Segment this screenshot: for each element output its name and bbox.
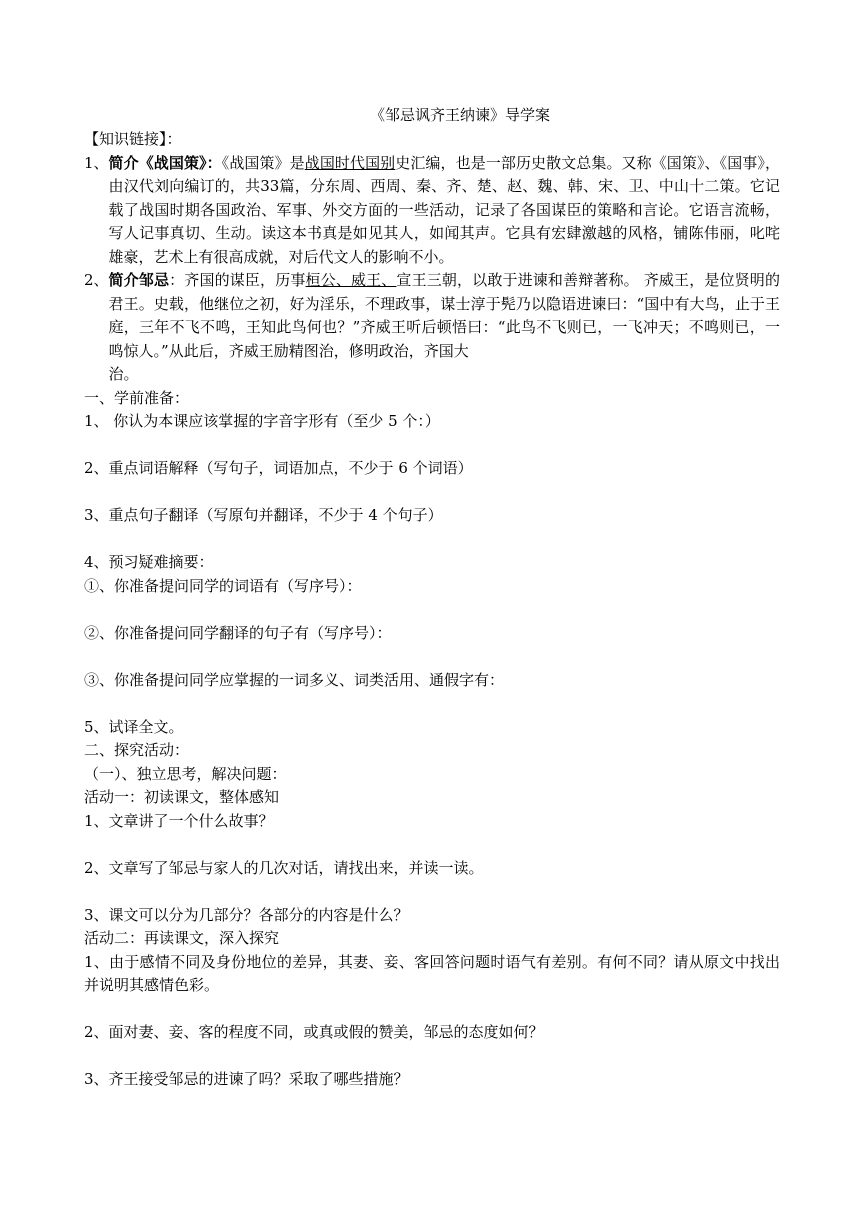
intro-text: ：齐国的谋臣，历事 xyxy=(169,271,306,289)
document-title: 《邹忌讽齐王纳谏》导学案 xyxy=(369,106,550,124)
intro-label: 简介邹忌 xyxy=(108,271,170,289)
intro-label: 简介《战国策》： xyxy=(108,153,222,172)
intro-text: 宣王三朝，以敢于进谏和善辩著称。 齐威王，是位贤明的君王。史载，他继位之初，好为淫乐，不理政事，谋士淳于髡乃以隐语进谏曰：“国中有大鸟，止于王庭，三年不飞不鸣，王知此鸟何也？”齐威王听后顿悟曰：“此鸟不飞则已，一飞冲天；不鸣则已，一鸣惊人。”从此后，齐威王励精图治，修明政治，齐国大 xyxy=(108,271,780,360)
knowledge-header: 【知识链接】： xyxy=(84,130,182,148)
question: 2、重点词语解释（写句子，词语加点，不少于 6 个词语） xyxy=(84,459,473,477)
question: 4、预习疑难摘要： xyxy=(84,553,214,571)
section-heading: 一、学前准备： xyxy=(84,388,190,407)
question: 1、 你认为本课应该掌握的字音字形有（至少 5 个：） xyxy=(84,412,440,430)
question: 3、重点句子翻译（写原句并翻译，不少于 4 个句子） xyxy=(84,506,443,524)
question: 2、文章写了邹忌与家人的几次对话，请找出来，并读一读。 xyxy=(84,858,484,877)
sub-question: ②、你准备提问同学翻译的句子有（写序号）： xyxy=(84,623,392,642)
intro-text: 《战国策》是 xyxy=(221,153,305,172)
question: 2、面对妻、妾、客的程度不同，或真或假的赞美，邹忌的态度如何？ xyxy=(84,1023,544,1041)
intro-zouji xyxy=(84,269,780,387)
question: 3、齐王接受邹忌的进谏了吗？采取了哪些措施？ xyxy=(84,1070,409,1088)
underlined-term: 桓公、威王、 xyxy=(305,271,397,289)
section-heading: 二、探究活动： xyxy=(84,741,190,759)
sub-question: ①、你准备提问同学的词语有（写序号）： xyxy=(84,576,362,595)
question: 5、试译全文。 xyxy=(84,717,184,736)
activity-heading: 活动二：再读课文，深入探究 xyxy=(84,929,280,947)
activity-heading: 活动一：初读课文，整体感知 xyxy=(84,788,280,806)
list-number: 2、 xyxy=(84,271,109,289)
underlined-term: 战国时代国别 xyxy=(304,153,396,172)
question: 1、由于感情不同及身份地位的差异，其妻、妾、客回答问题时语气有差别。有何不同？请从原文中找出并说明其感情色彩。 xyxy=(84,952,780,994)
intro-zhanguoce xyxy=(84,152,780,270)
sub-heading: （一）、独立思考，解决问题： xyxy=(84,764,287,783)
document-page xyxy=(84,102,780,1092)
question: 1、文章讲了一个什么故事？ xyxy=(84,811,274,830)
list-number: 1、 xyxy=(84,153,109,172)
question: 3、课文可以分为几部分？各部分的内容是什么？ xyxy=(84,905,409,924)
intro-text: 治。 xyxy=(108,365,139,383)
sub-question: ③、你准备提问同学应掌握的一词多义、词类活用、通假字有： xyxy=(84,670,505,689)
intro-text: 史汇编，也是一部历史散文总集。又称《国策》、《国事》，由汉代刘向编订的，共33篇，分东周、西周、秦、齐、楚、赵、魏、韩、宋、卫、中山十二策。它记载了战国时期各国政治、军事、外交方面的一些活动，记录了各国谋臣的策略和言论。它语言流畅，写人记事真切、生动。读这本书真是如见其人，如闻其声。它具有宏肆激越的风格，铺陈伟丽，叱咤雄豪，艺术上有很高成就，对后代文人的影响不小。 xyxy=(108,153,780,266)
intro-zouji-text xyxy=(109,269,780,387)
intro-zhanguoce-text xyxy=(109,152,780,270)
